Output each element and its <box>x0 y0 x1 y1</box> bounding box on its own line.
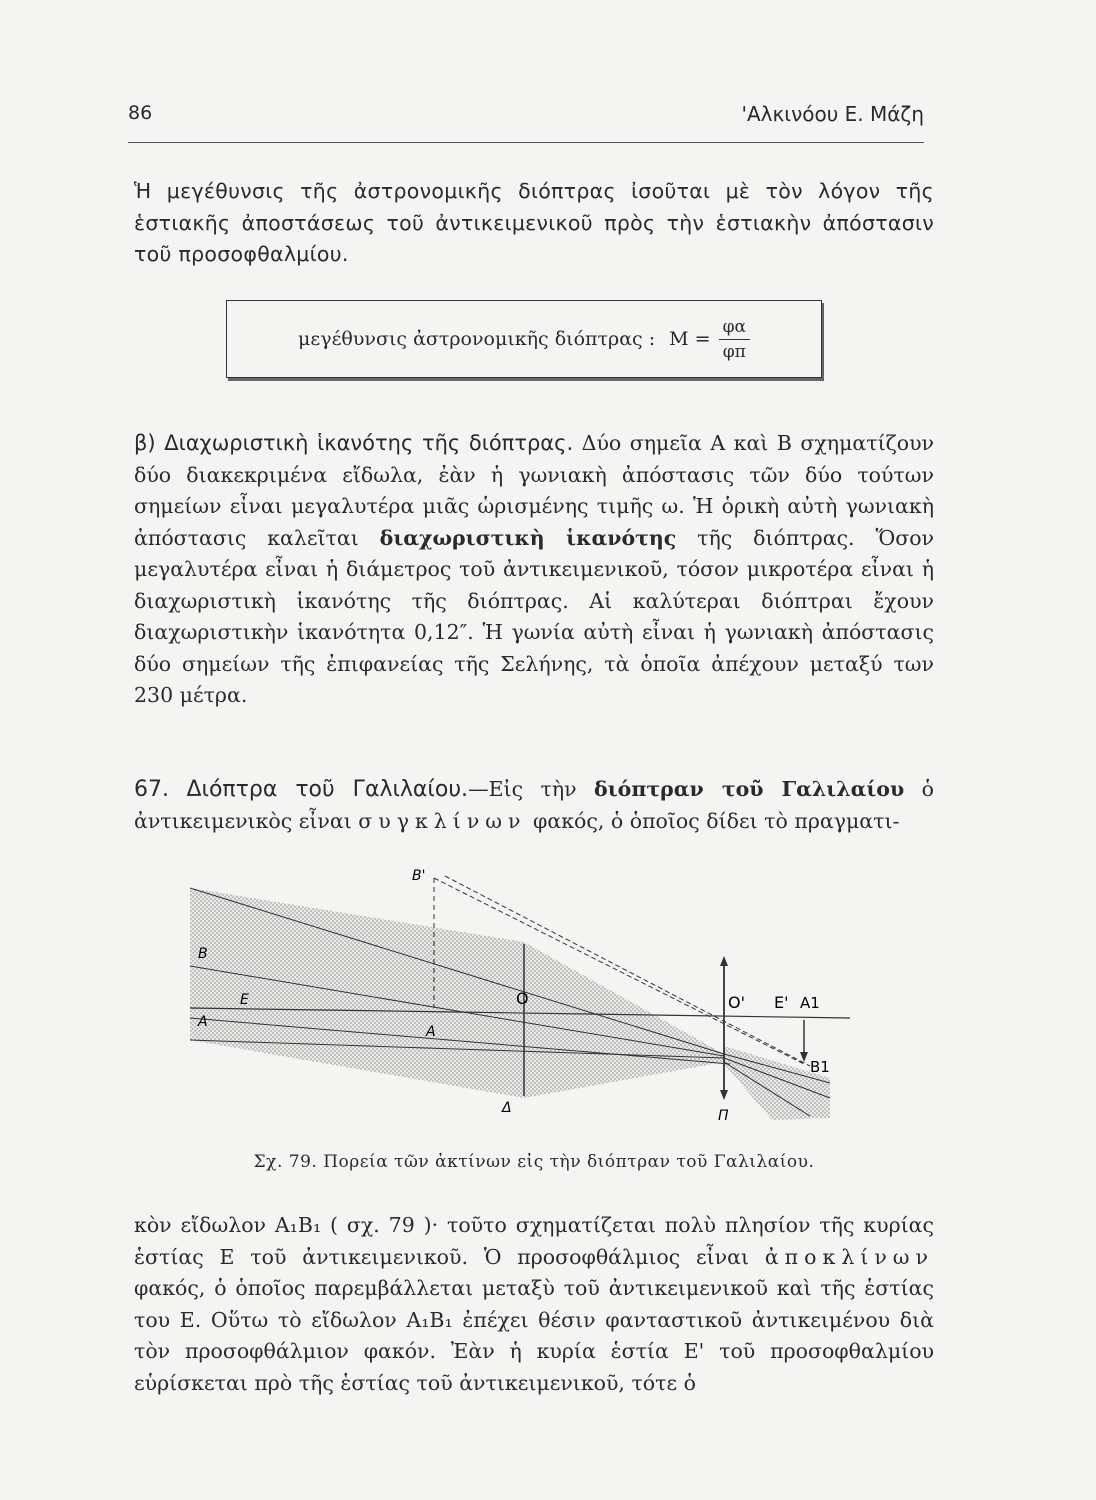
label-a-mid: A <box>426 1024 436 1040</box>
galileo-term: διόπτραν τοῦ Γαλιλαίου <box>594 777 905 801</box>
eyepiece-arrow-top <box>720 956 728 966</box>
paragraph-galileo-continued <box>134 1210 934 1399</box>
eyepiece-arrow-bottom <box>720 1090 728 1100</box>
page-number: 86 <box>128 102 153 124</box>
galileo-spaced-word: συγκλίνων <box>358 808 527 833</box>
formula-label: μεγέθυνσις ἀστρονομικῆς διόπτρας : <box>298 328 656 350</box>
label-o: O <box>516 989 529 1008</box>
figure-caption: Σχ. 79. Πορεία τῶν ἀκτίνων εἰς τὴν διόπτραν τοῦ Γαλιλαίου. <box>253 1152 815 1172</box>
label-pi: Π <box>718 1108 729 1120</box>
resolving-power-text-2: τῆς διόπτρας. Ὅσον μεγαλυτέρα εἶναι ἡ διάμετρος τοῦ ἀντικειμενικοῦ, τόσον μικροτέρα εἶναι ἡ διαχωριστικὴ ἱκανότης τῆς διόπτρας. Αἱ καλύτεραι διόπτραι ἔχουν διαχωριστικὴν ἱκανότητα 0,12″. Ἡ γωνία αὐτὴ εἶναι ἡ γωνιακὴ ἀπόστασις δύο σημείων τῆς ἐπιφανείας τῆς Σελήνης, τὰ ὁποῖα ἀπέχουν μεταξύ των 230 μέτρα. <box>134 525 935 707</box>
label-e-left: E <box>240 992 249 1008</box>
label-b-left: B <box>198 946 208 962</box>
paragraph-magnification: Ἡ μεγέθυνσις τῆς ἀστρονομικῆς διόπτρας ἰσοῦται μὲ τὸν λόγον τῆς ἑστιακῆς ἀποστάσεως τοῦ ἀντικειμενικοῦ πρὸς τὴν ἑστιακὴν ἀπόστασιν τοῦ προσοφθαλμίου. <box>134 179 934 266</box>
galileo-text-1: —Εἰς τὴν <box>468 777 595 801</box>
continued-spaced-word: ἀποκλίνων <box>764 1244 934 1269</box>
formula-denominator: φπ <box>722 341 746 362</box>
formula-fraction <box>719 315 750 364</box>
label-e-prime: E' <box>774 993 789 1012</box>
page-header <box>128 102 924 143</box>
galileo-text-3: φακός, ὁ ὁποῖος δίδει τὸ πραγματι- <box>526 808 900 833</box>
resolving-power-text-1: Δύο σημεῖα Α καὶ Β σχηματίζουν δύο διακεκριμένα εἴδωλα, ἐὰν ἡ γωνιακὴ ἀπόστασις τῶν δύο τούτων σημείων εἶναι μεγαλυτέρα μιᾶς ὡρισμένης τιμῆς ω. Ἡ ὁρικὴ αὐτὴ γωνιακὴ ἀπόστασις καλεῖται <box>134 431 934 550</box>
galileo-telescope-diagram <box>190 858 870 1120</box>
label-o-prime: O' <box>728 993 745 1012</box>
label-b1: B1 <box>810 1058 830 1076</box>
label-b-prime: B' <box>412 868 426 884</box>
formula-box <box>226 300 822 378</box>
label-a1: A1 <box>800 994 820 1012</box>
label-a-left: A <box>198 1014 208 1030</box>
formula-lhs: M = <box>669 328 711 350</box>
label-delta: Δ <box>502 1100 512 1116</box>
resolving-power-term: διαχωριστικὴ ἱκανότης <box>379 525 677 550</box>
running-head: 'Αλκινόου Ε. Μάζη <box>741 102 924 126</box>
beam-upper-shaded <box>190 888 724 1098</box>
formula-numerator: φα <box>719 315 750 340</box>
image-arrow <box>800 1052 808 1062</box>
paragraph-galileo <box>134 774 934 837</box>
resolving-power-heading: β) Διαχωριστικὴ ἱκανότης τῆς διόπτρας. <box>134 431 574 455</box>
continued-text-1: κὸν εἴδωλον Α₁Β₁ ( σχ. 79 )· τοῦτο σχηματίζεται πολὺ πλησίον τῆς κυρίας ἑστίας Ε τοῦ ἀντικειμενικοῦ. Ὁ προσοφθάλμιος εἶναι <box>134 1213 934 1269</box>
galileo-text-2: ὁ ἀντικειμενικὸς εἶναι <box>134 777 934 833</box>
paragraph-resolving-power <box>134 428 934 712</box>
section-number: 67. <box>134 777 169 802</box>
continued-text-2: φακός, ὁ ὁποῖος παρεμβάλλεται μεταξὺ τοῦ ἀντικειμενικοῦ καὶ τῆς ἑστίας του Ε. Οὕτω τὸ εἴδωλον Α₁Β₁ ἐπέχει θέσιν φανταστικοῦ ἀντικειμένου διὰ τὸν προσοφθάλμιον φακόν. Ἐὰν ἡ κυρία ἑστία Ε' τοῦ προσοφθαλμίου εὑρίσκεται πρὸ τῆς ἑστίας τοῦ ἀντικειμενικοῦ, τότε ὁ <box>134 1276 934 1395</box>
section-title: Διόπτρα τοῦ Γαλιλαίου. <box>186 777 469 802</box>
